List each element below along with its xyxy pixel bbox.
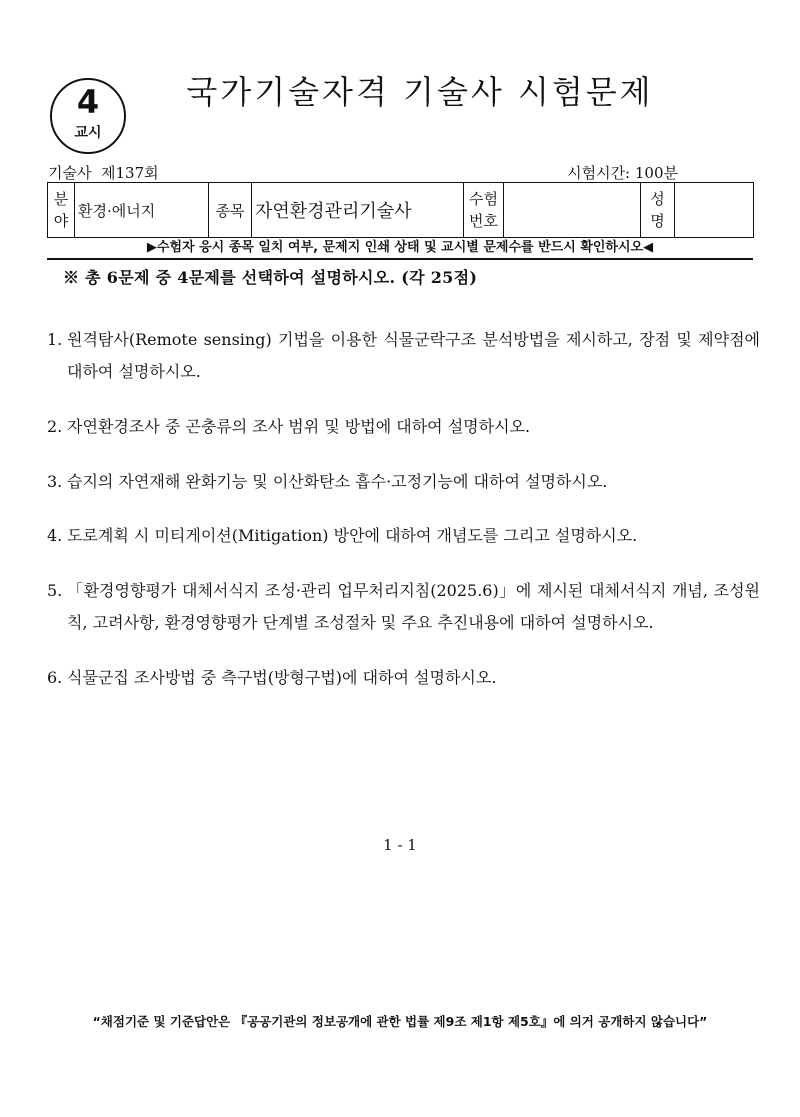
exam-info-table: [47, 182, 754, 238]
field-value: 환경·에너지: [75, 183, 209, 238]
question-text: 식물군집 조사방법 중 측구법(방형구법)에 대하여 설명하시오.: [67, 668, 497, 687]
question-1: [47, 324, 760, 388]
page-number: 1 - 1: [383, 836, 417, 854]
period-badge: [50, 78, 126, 154]
period-label: 교시: [74, 125, 102, 141]
exam-no-label-cell: [464, 183, 504, 238]
field-label-cell: [48, 183, 75, 238]
name-label-bottom: 명: [650, 212, 665, 230]
page-title: 국가기술자격 기술사 시험문제: [186, 73, 654, 111]
question-text: 원격탐사(Remote sensing) 기법을 이용한 식물군락구조 분석방법을 제시하고, 장점 및 제약점에 대하여 설명하시오.: [67, 330, 760, 381]
question-text: 습지의 자연재해 완화기능 및 이산화탄소 흡수·고정기능에 대하여 설명하시오.: [67, 472, 608, 491]
question-number: 3.: [47, 472, 63, 491]
disclosure-footer: “채점기준 및 기준답안은 『공공기관의 정보공개에 관한 법률 제9조 제1항 제5호』에 의거 공개하지 않습니다”: [92, 1014, 708, 1029]
exam-no-field[interactable]: [504, 183, 641, 238]
question-number: 2.: [47, 417, 63, 436]
question-3: [47, 466, 760, 498]
question-number: 5.: [47, 581, 63, 600]
field-label-bottom: 야: [53, 212, 69, 230]
instruction: ※ 총 6문제 중 4문제를 선택하여 설명하시오. (각 25점): [63, 268, 478, 287]
exam-round: 기술사 제137회: [48, 164, 159, 182]
question-text: 도로계획 시 미티게이션(Mitigation) 방안에 대하여 개념도를 그리고 설명하시오.: [67, 526, 638, 545]
check-notice: ▶수험자 응시 종목 일치 여부, 문제지 인쇄 상태 및 교시별 문제수를 반드시 확인하시오◀: [146, 240, 654, 255]
exam-no-label-bottom: 번호: [469, 212, 498, 230]
question-text: 자연환경조사 중 곤충류의 조사 범위 및 방법에 대하여 설명하시오.: [67, 417, 531, 436]
period-number: 4: [76, 83, 100, 121]
exam-time: 시험시간: 100분: [567, 164, 678, 182]
name-field[interactable]: [675, 183, 754, 238]
question-text: 「환경영향평가 대체서식지 조성·관리 업무처리지침(2025.6)」에 제시된 대체서식지 개념, 조성원칙, 고려사항, 환경영향평가 단계별 조성절차 및 주요 추진내용에 대하여 설명하시오.: [67, 581, 760, 632]
divider: [47, 258, 753, 260]
question-number: 1.: [47, 330, 63, 349]
question-number: 4.: [47, 526, 63, 545]
question-5: [47, 575, 760, 639]
category-value: 자연환경관리기술사: [252, 183, 464, 238]
question-2: [47, 411, 760, 443]
category-label: 종목: [209, 183, 252, 238]
exam-no-label-top: 수험: [469, 190, 498, 208]
name-label-top: 성: [650, 190, 665, 208]
question-6: [47, 662, 760, 694]
question-number: 6.: [47, 668, 63, 687]
field-label-top: 분: [53, 190, 69, 208]
name-label-cell: [641, 183, 675, 238]
question-4: [47, 520, 760, 552]
